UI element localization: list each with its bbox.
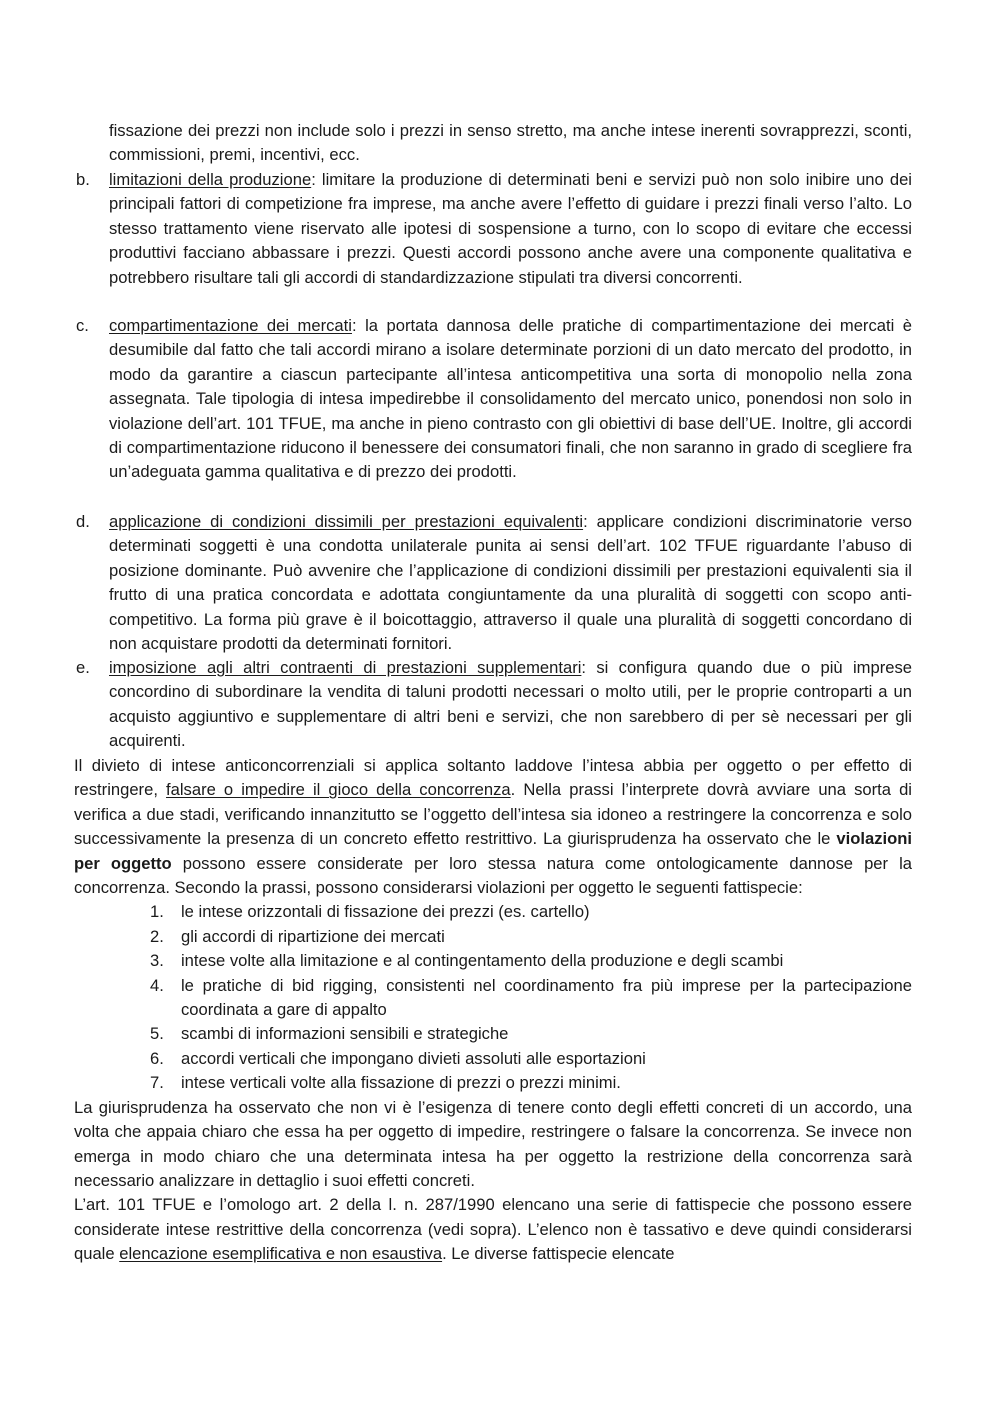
list-item-e bbox=[0, 656, 912, 754]
numbered-item: 4. le pratiche di bid rigging, consistenti nel coordinamento fra più imprese per la partecipazione coordinata a gare di appalto bbox=[150, 975, 912, 1020]
list-item-continuation: fissazione dei prezzi non include solo i prezzi in senso stretto, ma anche intese inerenti sovrapprezzi, sconti, commissioni, premi, incentivi, ecc. bbox=[109, 121, 912, 165]
paragraph-divieto: Il divieto di intese anticoncorrenziali si applica soltanto laddove l’intesa abbia per oggetto o per effetto di restringere, falsare o impedire il gioco della concorrenza. Nella prassi l’interprete dovrà avviare una sorta di verifica a due stadi, verificando innanzitutto se l’oggetto dell’intesa sia idoneo a restringere la concorrenza e solo successivamente la presenza di un concreto effetto restrittivo. La giurisprudenza ha osservato che le violazioni per oggetto possono essere considerate per loro stessa natura come ontologicamente dannose per la concorrenza. Secondo la prassi, possono considerarsi violazioni per oggetto le seguenti fattispecie: bbox=[74, 756, 912, 898]
list-item-d bbox=[0, 510, 912, 656]
numbered-item: 3. intese volte alla limitazione e al contingentamento della produzione e degli scambi bbox=[150, 951, 784, 971]
list-marker: b. bbox=[76, 170, 90, 189]
bold-phrase: violazioni per oggetto bbox=[74, 829, 912, 873]
list-item-term: limitazioni della produzione bbox=[109, 170, 312, 189]
numbered-item: 1. le intese orizzontali di fissazione dei prezzi (es. cartello) bbox=[150, 902, 590, 922]
list-item-text: : si configura quando due o più imprese concordino di subordinare la vendita di taluni prodotti necessari o molto utili, per le proprie controparti a un acquisto aggiuntivo e supplementare di altri beni e servizi, che non sarebbero di per sè necessari per gli acquirenti. bbox=[109, 658, 912, 751]
list-item-text: : limitare la produzione di determinati beni e servizi può non solo inibire uno dei principali fattori di competizione fra imprese, ma anche avere l’effetto di guidare i prezzi finali verso l’alto. Lo stesso trattamento viene riservato alle ipotesi di sospensione a turno, con lo scopo di evitare che eccessi produttivi facciano abbassare i prezzi. Questi accordi possono anche avere una componente qualitativa e potrebbero risultare tali gli accordi di standardizzazione stipulati tra diversi concorrenti. bbox=[109, 170, 912, 287]
list-marker: e. bbox=[76, 658, 90, 677]
numbered-list bbox=[74, 900, 912, 1095]
numbered-item: 5. scambi di informazioni sensibili e strategiche bbox=[150, 1024, 509, 1044]
list-item-c bbox=[0, 314, 912, 485]
numbered-item: 7. intese verticali volte alla fissazione di prezzi o prezzi minimi. bbox=[150, 1073, 621, 1093]
numbered-item: 6. accordi verticali che impongano divieti assoluti alle esportazioni bbox=[150, 1048, 646, 1068]
numbered-item: 2. gli accordi di ripartizione dei mercati bbox=[150, 926, 445, 946]
list-marker: d. bbox=[76, 512, 90, 531]
list-item-b bbox=[0, 168, 912, 290]
list-item-text: : la portata dannosa delle pratiche di compartimentazione dei mercati è desumibile dal fatto che tali accordi mirano a isolare determinate porzioni di un dato mercato del prodotto, in modo da garantire a ciascun partecipante all’intesa anticompetitiva una sorta di monopolio nella zona assegnata. Tale tipologia di intesa impedirebbe il consolidamento del mercato unico, ponendosi non solo in violazione dell’art. 101 TFUE, ma anche in pieno contrasto con gli obiettivi di base dell’UE. Inoltre, gli accordi di compartimentazione riducono il benessere dei consumatori finali, che non saranno in grado di scegliere fra un’adeguata gamma qualitativa e di prezzo dei prodotti. bbox=[109, 316, 913, 482]
underlined-phrase: falsare o impedire il gioco della concorrenza bbox=[166, 780, 511, 800]
list-item-text: : applicare condizioni discriminatorie verso determinati soggetti è una condotta unilaterale punita ai sensi dell’art. 102 TFUE riguardante l’abuso di posizione dominante. Può avvenire che l’applicazione di condizioni dissimili per prestazioni equivalenti sia il frutto di una pratica concordata e adottata congiuntamente da una pluralità di soggetti con scopo anti-competitivo. La forma più grave è il boicottaggio, attraverso il quale una pluralità di soggetti concordano di non acquistare prodotti da determinati fornitori. bbox=[109, 512, 913, 654]
main-text bbox=[74, 754, 912, 1267]
underlined-phrase: elencazione esemplificativa e non esaustiva bbox=[119, 1244, 443, 1264]
list-item-term: compartimentazione dei mercati bbox=[109, 316, 352, 335]
list-item-term: imposizione agli altri contraenti di prestazioni supplementari bbox=[109, 658, 582, 677]
paragraph-art-101: L’art. 101 TFUE e l’omologo art. 2 della l. n. 287/1990 elencano una serie di fattispecie che possono essere considerate intese restrittive della concorrenza (vedi sopra). L’elenco non è tassativo e deve quindi considerarsi quale elencazione esemplificativa e non esaustiva. Le diverse fattispecie elencate bbox=[74, 1195, 912, 1264]
list-marker: c. bbox=[76, 316, 89, 335]
paragraph-giurisprudenza: La giurisprudenza ha osservato che non vi è l’esigenza di tenere conto degli effetti concreti di un accordo, una volta che appaia chiaro che essa ha per oggetto di impedire, restringere o falsare la concorrenza. Se invece non emerga in modo chiaro che una determinata intesa ha per oggetto la restrizione della concorrenza sarà necessario analizzare in dettaglio i suoi effetti concreti. bbox=[74, 1097, 912, 1190]
list-item-term: applicazione di condizioni dissimili per prestazioni equivalenti bbox=[109, 512, 584, 531]
